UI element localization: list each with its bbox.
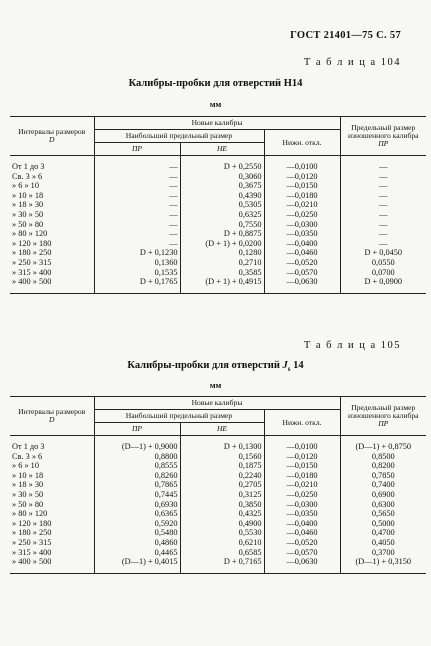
- lower-deviation-cell: —0,0150: [264, 461, 340, 471]
- lower-deviation-cell: —0,0630: [264, 277, 340, 293]
- interval-cell: » 250 » 315: [12, 537, 52, 547]
- table-row: [10, 548, 426, 558]
- header-cell: [10, 117, 94, 156]
- lower-deviation-cell: —0,0520: [264, 258, 340, 268]
- pr-cell: 0,4860: [94, 538, 180, 548]
- ne-cell: 0,6585: [180, 548, 264, 558]
- header-cell: Нижн. откл.: [264, 130, 340, 156]
- pr-cell: 0,7445: [94, 490, 180, 500]
- pr-cell: —: [94, 210, 180, 220]
- pr-cell: —: [94, 200, 180, 210]
- worn-limit-cell: —: [340, 220, 426, 230]
- header-text: Предельный размер изношенного калибра: [347, 123, 419, 140]
- interval-cell: » 80 » 120: [12, 509, 48, 519]
- table-row: [10, 538, 426, 548]
- table-row: [10, 258, 426, 268]
- worn-limit-cell: 0,6300: [340, 500, 426, 510]
- interval-cell: » 18 » 30: [12, 480, 44, 490]
- pr-cell: 0,4465: [94, 548, 180, 558]
- table-row: [10, 461, 426, 471]
- interval-cell: От 1 до 3: [12, 162, 45, 171]
- header-text: D: [49, 415, 55, 424]
- header-cell: Наибольший предельный размер: [94, 410, 264, 423]
- worn-limit-cell: 0,5000: [340, 519, 426, 529]
- table-row: [10, 452, 426, 462]
- interval-cell: » 400 » 500: [10, 557, 94, 573]
- table-row: [10, 200, 426, 210]
- table-row: [10, 509, 426, 519]
- ne-cell: 0,6325: [180, 210, 264, 220]
- table-row: [10, 528, 426, 538]
- header-cell: [10, 397, 94, 436]
- lower-deviation-cell: —0,0120: [264, 452, 340, 462]
- ne-cell: 0,6210: [180, 538, 264, 548]
- interval-cell: » 30 » 50: [12, 209, 44, 219]
- header-cell: НЕ: [180, 143, 264, 156]
- header-text: Предельный размер изношенного калибра: [347, 403, 419, 420]
- interval-cell: » 315 » 400: [12, 547, 52, 557]
- pr-cell: 0,7865: [94, 480, 180, 490]
- lower-deviation-cell: —0,0100: [264, 436, 340, 452]
- pr-cell: —: [94, 172, 180, 182]
- title-subscript: s: [287, 365, 291, 374]
- worn-limit-cell: 0,4700: [340, 528, 426, 538]
- worn-limit-cell: 0,8500: [340, 452, 426, 462]
- ne-cell: (D + 1) + 0,0200: [180, 239, 264, 249]
- pr-cell: —: [94, 220, 180, 230]
- lower-deviation-cell: —0,0350: [264, 509, 340, 519]
- header-cell: Нижн. откл.: [264, 410, 340, 436]
- table-units: мм: [209, 380, 222, 390]
- interval-cell: От 1 до 3: [12, 442, 45, 451]
- interval-cell: » 6 » 10: [12, 181, 39, 191]
- pr-cell: —: [94, 229, 180, 239]
- ne-cell: 0,4390: [180, 191, 264, 201]
- ne-cell: 0,4325: [180, 509, 264, 519]
- interval-cell: Св. 3 » 6: [12, 171, 43, 181]
- worn-limit-cell: —: [340, 210, 426, 220]
- pr-cell: 0,8260: [94, 471, 180, 481]
- header-cell: ПР: [94, 143, 180, 156]
- table-row: [10, 500, 426, 510]
- ne-cell: 0,3675: [180, 181, 264, 191]
- lower-deviation-cell: —0,0180: [264, 471, 340, 481]
- table-row: [10, 436, 426, 452]
- worn-limit-cell: (D—1) + 0,8750: [340, 436, 426, 452]
- header-text: ПР: [378, 139, 389, 148]
- interval-cell: » 250 » 315: [12, 257, 52, 267]
- header-cell: ПР: [94, 423, 180, 436]
- lower-deviation-cell: —0,0210: [264, 200, 340, 210]
- worn-limit-cell: 0,7400: [340, 480, 426, 490]
- pr-cell: 0,8800: [94, 452, 180, 462]
- pr-cell: 0,5480: [94, 528, 180, 538]
- header-cell: [340, 397, 426, 436]
- header-text: D: [49, 135, 55, 144]
- interval-cell: » 18 » 30: [12, 200, 44, 210]
- lower-deviation-cell: —0,0300: [264, 500, 340, 510]
- lower-deviation-cell: —0,0250: [264, 490, 340, 500]
- lower-deviation-cell: —0,0460: [264, 528, 340, 538]
- ne-cell: D + 0,7165: [180, 557, 264, 573]
- interval-cell: » 6 » 10: [12, 461, 39, 471]
- ne-cell: 0,5305: [180, 200, 264, 210]
- pr-cell: —: [94, 156, 180, 172]
- lower-deviation-cell: —0,0300: [264, 220, 340, 230]
- worn-limit-cell: —: [340, 156, 426, 172]
- worn-limit-cell: (D—1) + 0,3150: [340, 557, 426, 573]
- table-title: Калибры-пробки для отверстий $J_s$ 14: [127, 360, 304, 374]
- worn-limit-cell: —: [340, 239, 426, 249]
- gauge-table: [10, 116, 426, 294]
- interval-cell: » 120 » 180: [12, 238, 52, 248]
- lower-deviation-cell: —0,0210: [264, 480, 340, 490]
- worn-limit-cell: 0,7850: [340, 471, 426, 481]
- table-row: [10, 172, 426, 182]
- pr-cell: (D—1) + 0,4015: [94, 557, 180, 573]
- worn-limit-cell: 0,5650: [340, 509, 426, 519]
- ne-cell: 0,5530: [180, 528, 264, 538]
- lower-deviation-cell: —0,0180: [264, 191, 340, 201]
- table-label: Т а б л и ц а 105: [303, 340, 401, 351]
- table-row: [10, 268, 426, 278]
- interval-cell: » 400 » 500: [10, 277, 94, 293]
- worn-limit-cell: D + 0,0900: [340, 277, 426, 293]
- interval-cell: » 10 » 18: [12, 190, 44, 200]
- worn-limit-cell: —: [340, 172, 426, 182]
- table-row: [10, 191, 426, 201]
- ne-cell: 0,2705: [180, 480, 264, 490]
- pr-cell: —: [94, 191, 180, 201]
- lower-deviation-cell: —0,0570: [264, 548, 340, 558]
- pr-cell: D + 0,1230: [94, 248, 180, 258]
- lower-deviation-cell: —0,0400: [264, 519, 340, 529]
- lower-deviation-cell: —0,0120: [264, 172, 340, 182]
- header-text: Интервалы размеров: [18, 407, 86, 416]
- worn-limit-cell: —: [340, 181, 426, 191]
- worn-limit-cell: D + 0,0450: [340, 248, 426, 258]
- table-label: Т а б л и ц а 104: [303, 57, 401, 68]
- ne-cell: 0,4900: [180, 519, 264, 529]
- interval-cell: » 180 » 250: [12, 528, 52, 538]
- table-row: [10, 220, 426, 230]
- pr-cell: D + 0,1765: [94, 277, 180, 293]
- table-title: Калибры-пробки для отверстий Н14: [128, 78, 303, 89]
- pr-cell: —: [94, 181, 180, 191]
- interval-cell: » 10 » 18: [12, 470, 44, 480]
- lower-deviation-cell: —0,0460: [264, 248, 340, 258]
- table-row: [10, 156, 426, 172]
- lower-deviation-cell: —0,0250: [264, 210, 340, 220]
- ne-cell: 0,7550: [180, 220, 264, 230]
- pr-cell: 0,1360: [94, 258, 180, 268]
- interval-cell: » 30 » 50: [12, 489, 44, 499]
- worn-limit-cell: —: [340, 191, 426, 201]
- interval-cell: Св. 3 » 6: [12, 451, 43, 461]
- lower-deviation-cell: —0,0350: [264, 229, 340, 239]
- ne-cell: 0,1280: [180, 248, 264, 258]
- table-row: [10, 248, 426, 258]
- header-cell: Новые калибры: [94, 117, 340, 130]
- lower-deviation-cell: —0,0400: [264, 239, 340, 249]
- ne-cell: 0,1560: [180, 452, 264, 462]
- worn-limit-cell: 0,8200: [340, 461, 426, 471]
- pr-cell: (D—1) + 0,9000: [94, 436, 180, 452]
- worn-limit-cell: 0,0700: [340, 268, 426, 278]
- header-text: ПР: [378, 419, 389, 428]
- lower-deviation-cell: —0,0570: [264, 268, 340, 278]
- lower-deviation-cell: —0,0520: [264, 538, 340, 548]
- table-row: [10, 519, 426, 529]
- pr-cell: 0,6365: [94, 509, 180, 519]
- worn-limit-cell: —: [340, 200, 426, 210]
- table-row: [10, 490, 426, 500]
- page-header: ГОСТ 21401—75 С. 57: [290, 30, 401, 41]
- table-row: [10, 181, 426, 191]
- header-cell: Наибольший предельный размер: [94, 130, 264, 143]
- worn-limit-cell: 0,4050: [340, 538, 426, 548]
- ne-cell: (D + 1) + 0,4915: [180, 277, 264, 293]
- ne-cell: 0,2710: [180, 258, 264, 268]
- interval-cell: » 180 » 250: [12, 248, 52, 258]
- ne-cell: 0,3585: [180, 268, 264, 278]
- table-units: мм: [209, 99, 222, 109]
- table-row: [10, 480, 426, 490]
- ne-cell: 0,2240: [180, 471, 264, 481]
- table-row: [10, 229, 426, 239]
- table-row: [10, 210, 426, 220]
- gauge-table: [10, 396, 426, 574]
- ne-cell: D + 0,8875: [180, 229, 264, 239]
- header-cell: [340, 117, 426, 156]
- interval-cell: » 80 » 120: [12, 229, 48, 239]
- ne-cell: D + 0,2550: [180, 156, 264, 172]
- table-row: [10, 277, 426, 293]
- interval-cell: » 50 » 80: [12, 219, 44, 229]
- worn-limit-cell: 0,3700: [340, 548, 426, 558]
- worn-limit-cell: 0,6900: [340, 490, 426, 500]
- table-row: [10, 471, 426, 481]
- interval-cell: » 120 » 180: [12, 518, 52, 528]
- interval-cell: » 50 » 80: [12, 499, 44, 509]
- worn-limit-cell: 0,0550: [340, 258, 426, 268]
- ne-cell: 0,3060: [180, 172, 264, 182]
- ne-cell: 0,3850: [180, 500, 264, 510]
- table-row: [10, 557, 426, 573]
- pr-cell: 0,5920: [94, 519, 180, 529]
- ne-cell: 0,3125: [180, 490, 264, 500]
- worn-limit-cell: —: [340, 229, 426, 239]
- pr-cell: 0,1535: [94, 268, 180, 278]
- title-symbol: J: [282, 360, 288, 371]
- ne-cell: D + 0,1300: [180, 436, 264, 452]
- header-cell: Новые калибры: [94, 397, 340, 410]
- header-cell: НЕ: [180, 423, 264, 436]
- table-row: [10, 239, 426, 249]
- ne-cell: 0,1875: [180, 461, 264, 471]
- lower-deviation-cell: —0,0630: [264, 557, 340, 573]
- pr-cell: 0,8555: [94, 461, 180, 471]
- header-text: Интервалы размеров: [18, 127, 86, 136]
- interval-cell: » 315 » 400: [12, 267, 52, 277]
- pr-cell: 0,6930: [94, 500, 180, 510]
- lower-deviation-cell: —0,0150: [264, 181, 340, 191]
- lower-deviation-cell: —0,0100: [264, 156, 340, 172]
- pr-cell: —: [94, 239, 180, 249]
